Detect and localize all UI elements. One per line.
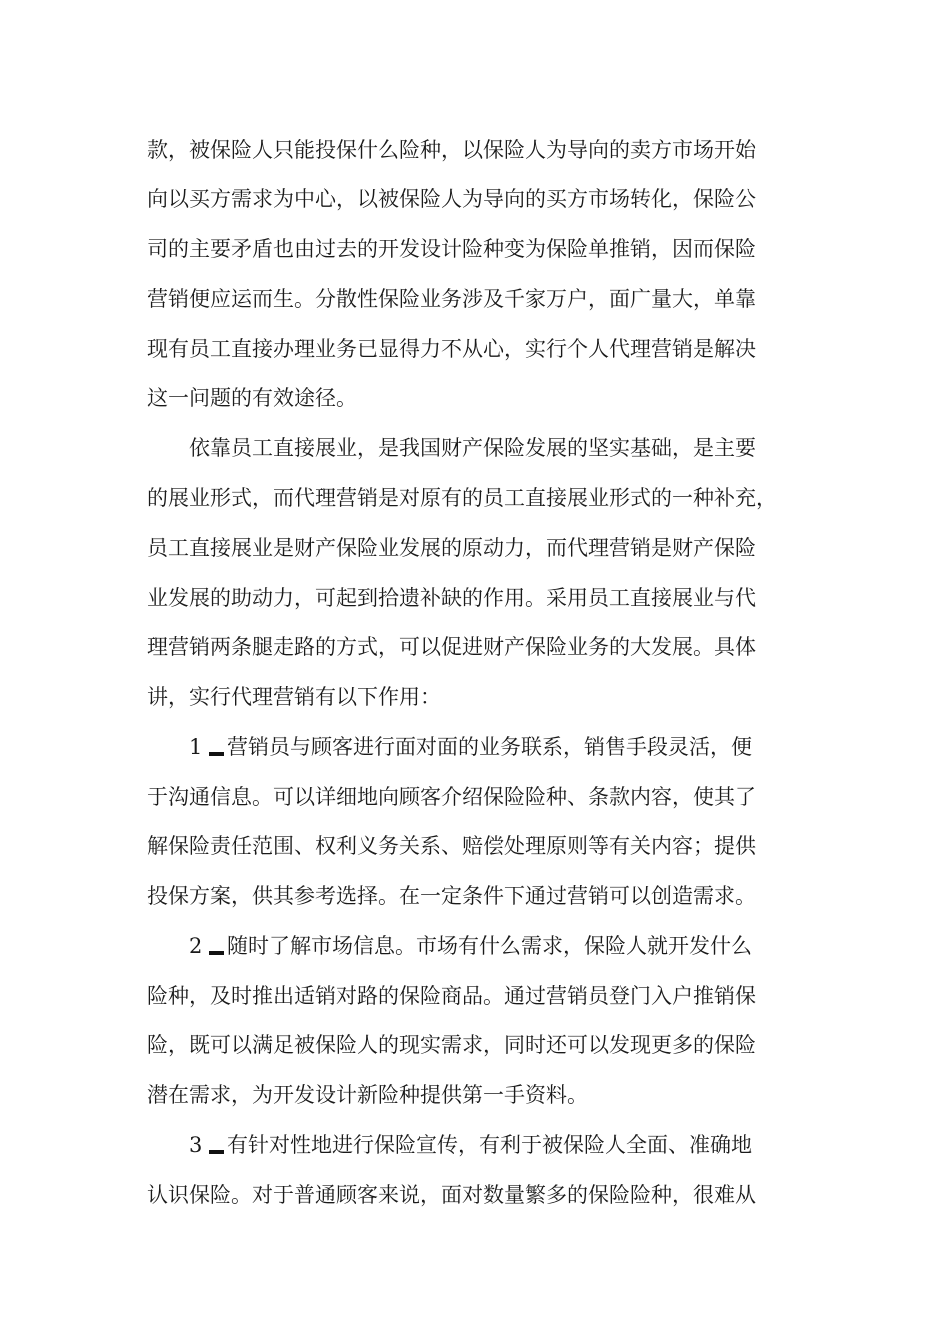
list-item-first-line	[189, 931, 752, 961]
text-line: 有针对性地进行保险宣传，有利于被保险人全面、准确地	[227, 1133, 752, 1157]
text-line: 解保险责任范围、权利义务关系、赔偿处理原则等有关内容；提供	[147, 834, 756, 858]
text-line: 于沟通信息。可以详细地向顾客介绍保险险种、条款内容，使其了	[147, 785, 756, 809]
text-line: 讲，实行代理营销有以下作用：	[147, 685, 441, 709]
text-line: 投保方案，供其参考选择。在一定条件下通过营销可以创造需求。	[147, 884, 756, 908]
text-line: 认识保险。对于普通顾客来说，面对数量繁多的保险险种，很难从	[147, 1183, 756, 1207]
text-line: 险种，及时推出适销对路的保险商品。通过营销员登门入户推销保	[147, 984, 756, 1008]
text-line: 营销便应运而生。分散性保险业务涉及千家万户，面广量大，单靠	[147, 287, 756, 311]
item-dash-mark	[209, 1150, 224, 1154]
text-line: 险，既可以满足被保险人的现实需求，同时还可以发现更多的保险	[147, 1033, 756, 1057]
text-line: 现有员工直接办理业务已显得力不从心，实行个人代理营销是解决	[147, 337, 756, 361]
text-line: 这一问题的有效途径。	[147, 386, 357, 410]
item-number: 2	[189, 934, 203, 958]
list-item-first-line	[189, 732, 752, 762]
text-line: 理营销两条腿走路的方式，可以促进财产保险业务的大发展。具体	[147, 635, 756, 659]
text-line: 营销员与顾客进行面对面的业务联系，销售手段灵活，便	[227, 735, 752, 759]
text-line: 向以买方需求为中心，以被保险人为导向的买方市场转化，保险公	[147, 187, 756, 211]
item-dash-mark	[209, 951, 224, 955]
text-line: 潜在需求，为开发设计新险种提供第一手资料。	[147, 1083, 588, 1107]
item-number: 3	[189, 1133, 203, 1157]
item-number: 1	[189, 735, 203, 759]
text-line: 员工直接展业是财产保险业发展的原动力，而代理营销是财产保险	[147, 536, 756, 560]
text-line: 随时了解市场信息。市场有什么需求，保险人就开发什么	[227, 934, 752, 958]
text-line: 司的主要矛盾也由过去的开发设计险种变为保险单推销，因而保险	[147, 237, 756, 261]
text-line: 业发展的助动力，可起到拾遗补缺的作用。采用员工直接展业与代	[147, 586, 756, 610]
text-line: 的展业形式，而代理营销是对原有的员工直接展业形式的一种补充，	[147, 486, 777, 510]
list-item-first-line	[189, 1130, 752, 1160]
text-line: 依靠员工直接展业，是我国财产保险发展的坚实基础，是主要	[189, 436, 756, 460]
item-dash-mark	[209, 752, 224, 756]
text-line: 款，被保险人只能投保什么险种，以保险人为导向的卖方市场开始	[147, 138, 756, 162]
